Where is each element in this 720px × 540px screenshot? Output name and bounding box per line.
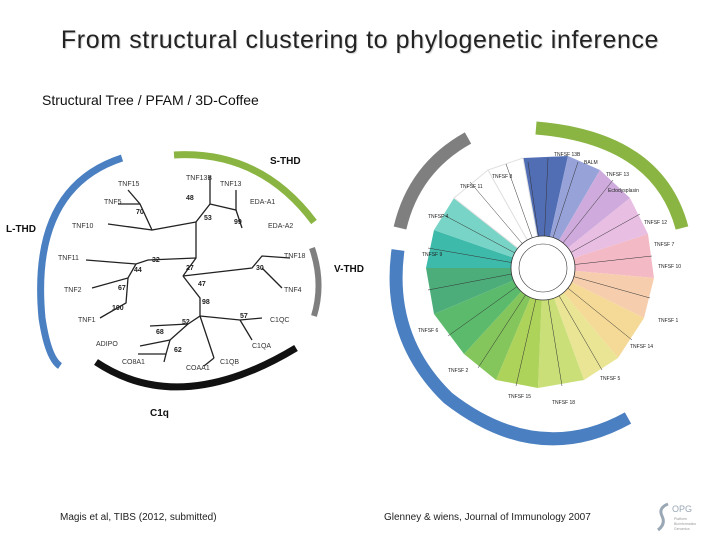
leaf-tnf5: TNF5 [104,199,122,206]
leaf-tnf18: TNF18 [284,253,306,260]
v-thd-arc [312,248,319,316]
leaf-eda-a2: EDA-A2 [268,223,294,230]
logo-subtext: Bioinformatics [674,522,696,526]
clade-label: TNFSF 9 [422,252,443,258]
opg-logo [652,498,714,536]
bootstrap-value: 44 [134,267,142,274]
group-label-c1q: C1q [150,408,169,419]
bootstrap-value: 68 [156,329,164,336]
group-label-v-thd: V-THD [334,264,364,275]
bootstrap-value: 62 [174,347,182,354]
bootstrap-value: 70 [136,209,144,216]
citation-right: Glenney & wiens, Journal of Immunology 2007 [384,512,591,523]
bootstrap-value: 48 [186,195,194,202]
bootstrap-value: 32 [152,257,160,264]
clade-label: TNFSF 2 [448,368,469,374]
clade-label: TNFSF 18 [552,400,576,406]
group-label-s-thd: S-THD [270,156,301,167]
leaf-c1qb: C1QB [220,359,240,366]
clade-label: TNFSF 10 [658,264,682,270]
leaf-tnf13: TNF13 [220,181,242,188]
logo-subtext: Genomics [674,527,690,531]
leaf-c1qc: C1QC [270,317,290,324]
clade-label: TNFSF 13 [606,172,630,178]
clade-label: TNFSF 4 [428,214,449,220]
bootstrap-value: 52 [182,319,190,326]
clade-label: Ectodysplasin [608,188,639,194]
bootstrap-value: 53 [204,215,212,222]
leaf-eda-a1: EDA-A1 [250,199,276,206]
leaf-tnf10: TNF10 [72,223,94,230]
phylogenetic-tree-figure [378,118,708,450]
clade-label: BALM [584,160,598,166]
clade-label: TNFSF 15 [508,394,532,400]
clade-label: TNFSF 11 [460,184,483,190]
bootstrap-value: 57 [240,313,248,320]
slide-title: From structural clustering to phylogenetic inference [60,26,660,54]
leaf-tnf4: TNF4 [284,287,302,294]
bootstrap-value: 99 [234,219,242,226]
clade-label: TNFSF 14 [630,344,654,350]
leaf-tnf11: TNF11 [58,255,79,262]
bootstrap-values [112,195,264,354]
bootstrap-value: 98 [202,299,210,306]
bootstrap-value: 100 [112,305,124,312]
leaf-tnf2: TNF2 [64,287,82,294]
leaf-coaa1: COAA1 [186,365,210,372]
leaf-c1qa: C1QA [252,343,272,350]
tree-center [511,236,575,300]
slide-subtitle: Structural Tree / PFAM / 3D-Coffee [42,92,259,108]
logo-text: OPG [672,504,693,514]
clade-label: TNFSF 1 [658,318,679,324]
leaf-tnf1: TNF1 [78,317,96,324]
clade-label: TNFSF 7 [654,242,675,248]
group-label-l-thd: L-THD [6,224,36,235]
leaf-adipo: ADIPO [96,341,118,348]
clade-label: TNFSF 13B [554,152,581,158]
bootstrap-value: 30 [256,265,264,272]
clade-label: TNFSF 5 [600,376,621,382]
clade-label: TNFSF 6 [418,328,439,334]
clade-label: TNFSF 8 [492,174,513,180]
leaf-tnf13b: TNF13B [186,175,213,182]
citation-left: Magis et al, TIBS (2012, submitted) [60,512,217,523]
leaf-co8a1: CO8A1 [122,359,145,366]
structural-tree-figure [0,148,375,428]
bootstrap-value: 47 [198,281,206,288]
bootstrap-value: 27 [186,265,194,272]
clade-label: TNFSF 12 [644,220,668,226]
bootstrap-value: 67 [118,285,126,292]
leaf-tnf15: TNF15 [118,181,140,188]
logo-subtext: Platform [674,517,688,521]
logo-mark-icon [658,504,668,530]
